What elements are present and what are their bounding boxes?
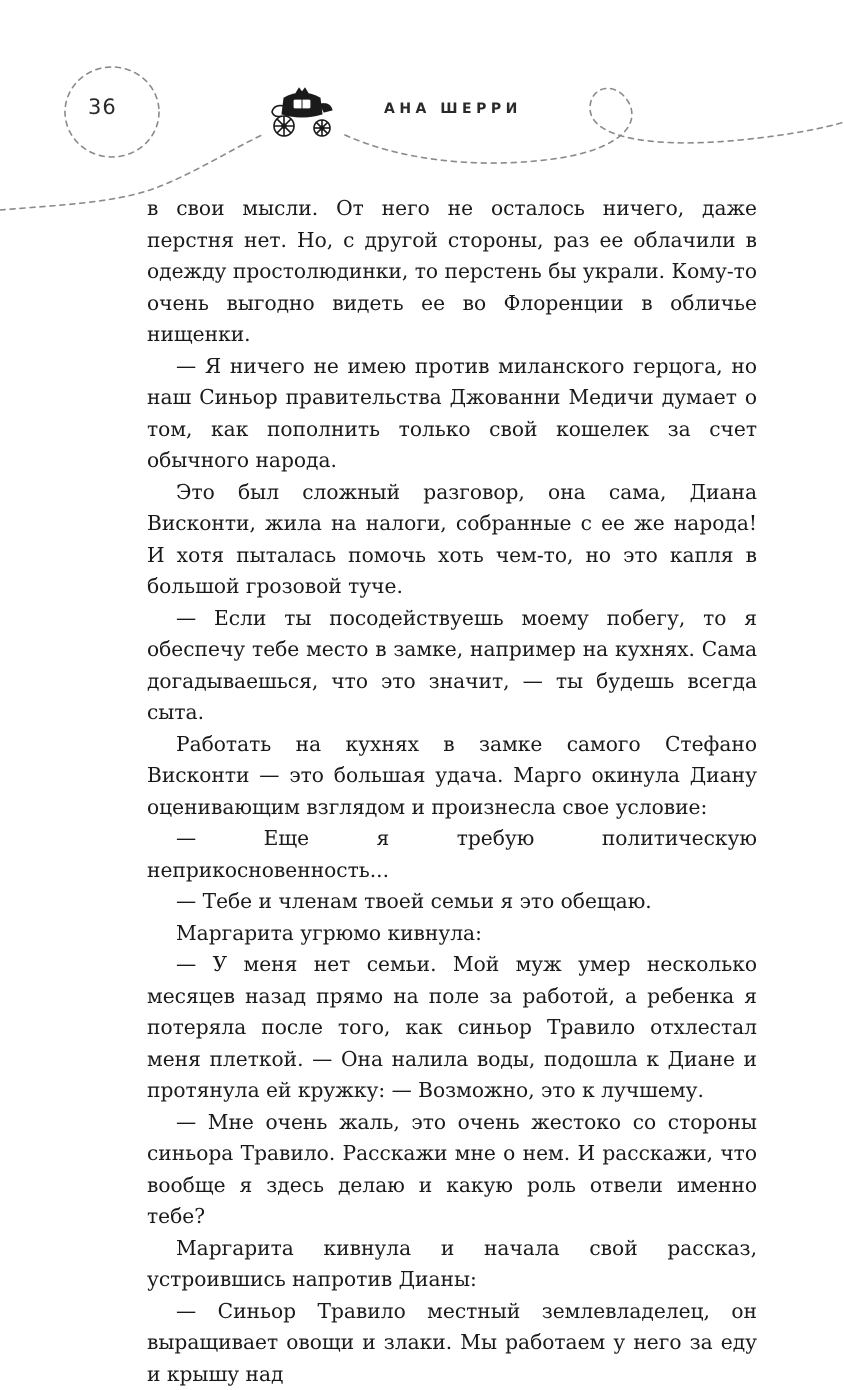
body-text — [147, 193, 757, 1390]
paragraph: — Я ничего не имею против миланского герцога, но наш Синьор правительства Джованни Медичи думает о том, как пополнить только свой кошелек за счет обычного народа. — [147, 351, 757, 477]
paragraph: — Если ты посодействуешь моему побегу, то я обеспечу тебе место в замке, например на кухнях. Сама догадываешься, что это значит, — ты будешь всегда сыта. — [147, 603, 757, 729]
paragraph: — Тебе и членам твоей семьи я это обещаю. — [147, 886, 757, 918]
paragraph: Это был сложный разговор, она сама, Диана Висконти, жила на налоги, собранные с ее же народа! И хотя пыталась помочь хоть чем-то, но это капля в большой грозовой туче. — [147, 477, 757, 603]
paragraph: — Синьор Травило местный землевладелец, он выращивает овощи и злаки. Мы работаем у него за еду и крышу над — [147, 1296, 757, 1390]
running-head-author: АНА ШЕРРИ — [384, 101, 522, 117]
page-number: 36 — [88, 95, 138, 119]
paragraph: Работать на кухнях в замке самого Стефано Висконти — это большая удача. Марго окинула Диану оценивающим взглядом и произнесла свое условие: — [147, 729, 757, 824]
carriage-icon — [262, 84, 342, 144]
paragraph: — У меня нет семьи. Мой муж умер несколько месяцев назад прямо на поле за работой, а ребенка я потеряла после того, как синьор Травило отхлестал меня плеткой. — Она налила воды, подошла к Диане и протянула ей кружку: — Возможно, это к лучшему. — [147, 949, 757, 1107]
paragraph: Маргарита кивнула и начала свой рассказ, устроившись напротив Дианы: — [147, 1233, 757, 1296]
paragraph: — Мне очень жаль, это очень жестоко со стороны синьора Травило. Расскажи мне о нем. И расскажи, что вообще я здесь делаю и какую роль отвели именно тебе? — [147, 1107, 757, 1233]
paragraph: в свои мысли. От него не осталось ничего, даже перстня нет. Но, с другой стороны, раз ее облачили в одежду простолюдинки, то перстень бы украли. Кому-то очень выгодно видеть ее во Флоренции в обличье нищенки. — [147, 193, 757, 351]
paragraph: — Еще я требую политическую неприкосновенность... — [147, 823, 757, 886]
paragraph: Маргарита угрюмо кивнула: — [147, 918, 757, 950]
